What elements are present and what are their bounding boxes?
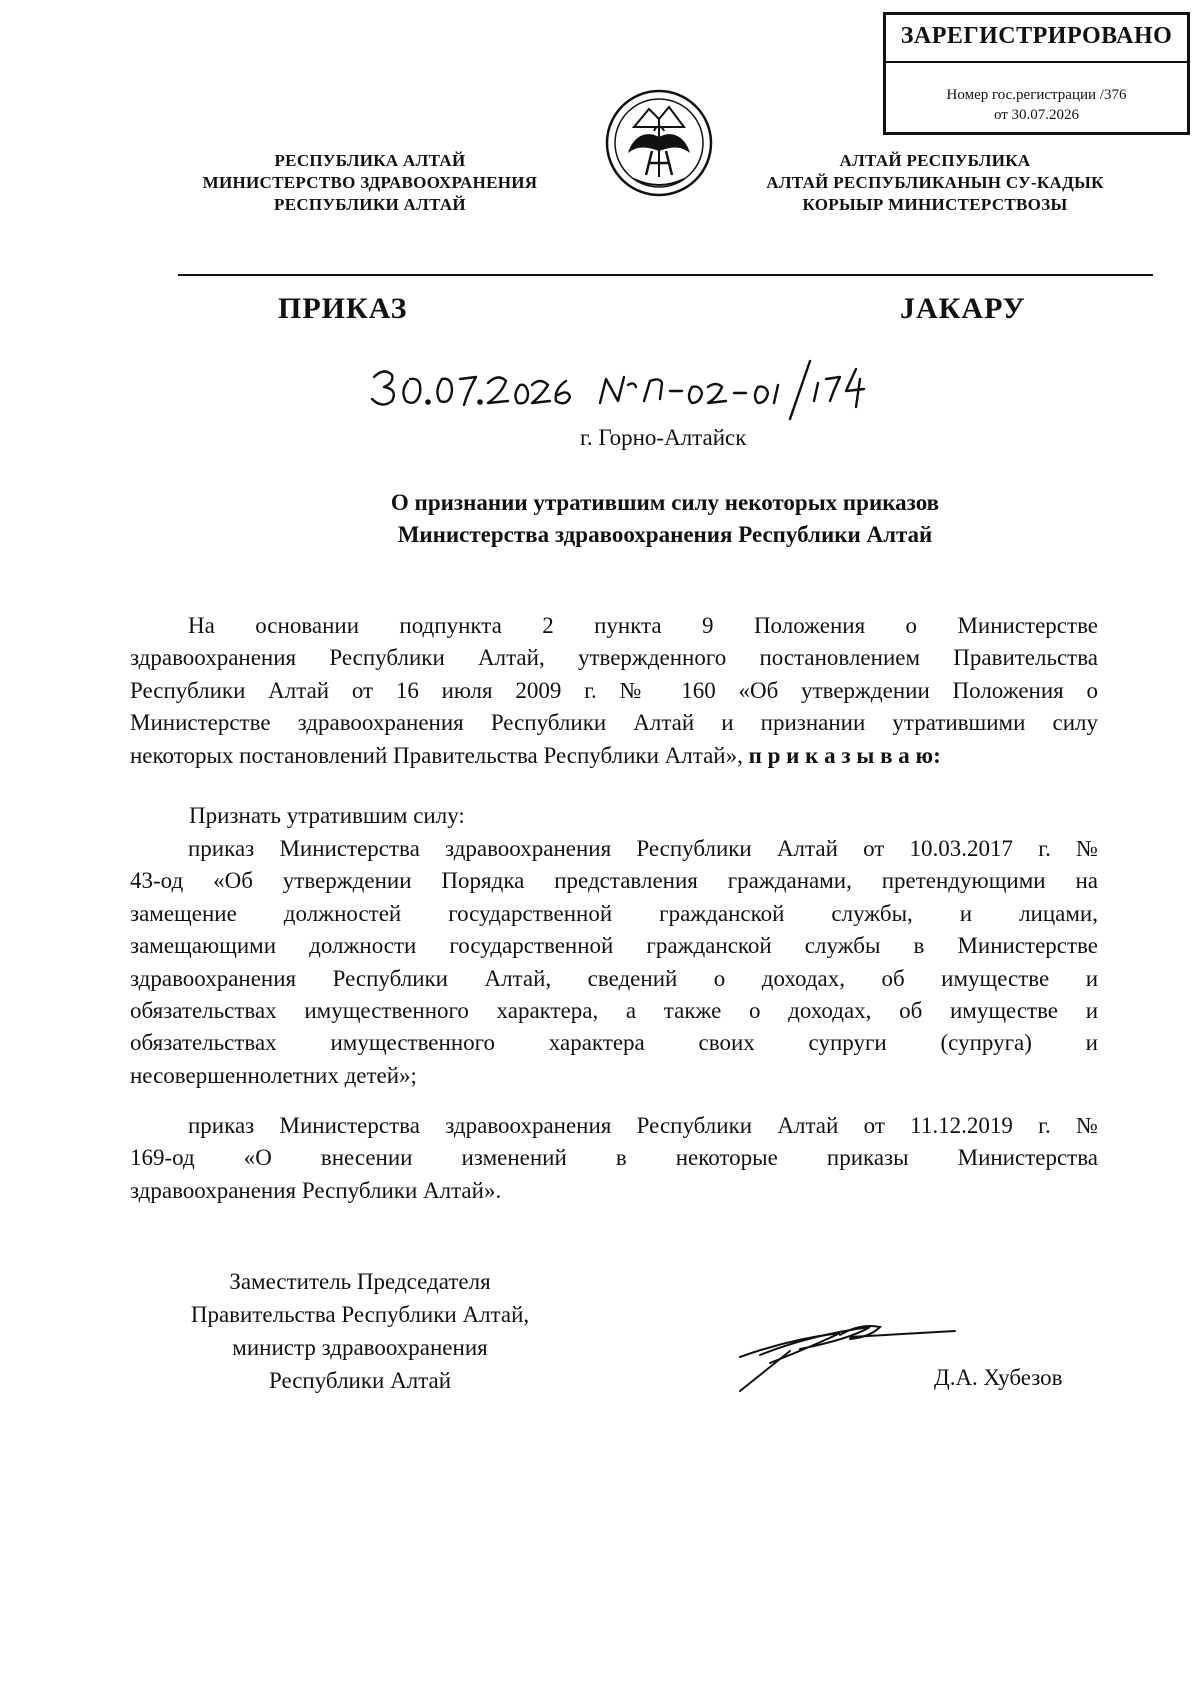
header-right-altai (745, 150, 1125, 216)
header-left-russian (170, 150, 570, 216)
signatory-line: Республики Алтай (268, 1368, 452, 1393)
signatory-line: Правительства Республики Алтай, (190, 1302, 530, 1327)
revoked-order-2 (130, 1110, 1098, 1207)
revoke-intro: Признать утратившим силу: (189, 803, 465, 828)
header-right-line: АЛТАЙ РЕСПУБЛИКАНЫН СУ-КАДЫК (766, 173, 1104, 192)
header-left-line: РЕСПУБЛИКА АЛТАЙ (274, 151, 466, 170)
body-line: 43-од «Об утверждении Порядка представления гражданами, претендующими на (130, 868, 1098, 894)
handwritten-date-number (370, 355, 910, 425)
header-left-line: МИНИСТЕРСТВО ЗДРАВООХРАНЕНИЯ (202, 173, 538, 192)
city: г. Горно-Алтайск (580, 425, 747, 450)
stamp-reg-date: от 30.07.2026 (993, 107, 1080, 123)
body-line: Министерстве здравоохранения Республики Алтай и признании утратившими силу (130, 710, 1098, 736)
body-line: замещающими должности государственной гражданской службы в Министерстве (130, 933, 1098, 959)
body-line: здравоохранения Республики Алтай, утвержденного постановлением Правительства (130, 645, 1098, 671)
body-line: здравоохранения Республики Алтай, сведений о доходах, об имуществе и (130, 965, 1098, 991)
body-line: обязательствах имущественного характера, а также о доходах, об имуществе и (130, 998, 1098, 1024)
document-title-line: Министерства здравоохранения Республики Алтай (397, 522, 933, 547)
registration-stamp (883, 12, 1190, 135)
doc-type-altai: JАКАРУ (900, 292, 1026, 325)
stamp-title: ЗАРЕГИСТРИРОВАНО (900, 23, 1173, 49)
doc-type-russian: ПРИКАЗ (278, 292, 408, 325)
body-line: На основании подпункта 2 пункта 9 Положения о Министерстве (188, 613, 1098, 638)
body-line: 169-од «О внесении изменений в некоторые приказы Министерства (130, 1145, 1098, 1171)
body-line: приказ Министерства здравоохранения Республики Алтай от 11.12.2019 г. № (188, 1113, 1098, 1138)
header-left-line: РЕСПУБЛИКИ АЛТАЙ (274, 195, 466, 214)
body-line: приказ Министерства здравоохранения Республики Алтай от 10.03.2017 г. № (188, 836, 1098, 861)
document-title-line: О признании утратившим силу некоторых приказов (390, 490, 940, 515)
basis-paragraph (130, 610, 1098, 772)
order-keyword: п р и к а з ы в а ю: (748, 742, 941, 768)
header-divider (178, 274, 1153, 276)
revoked-order-1 (130, 833, 1098, 1092)
body-line: Республики Алтай от 16 июля 2009 г. № 160 «Об утверждении Положения о (130, 677, 1098, 703)
signatory-line: Заместитель Председателя (229, 1269, 491, 1294)
stamp-reg-number: Номер гос.регистрации /376 (946, 87, 1127, 103)
body-line: обязательствах имущественного характера своих супруги (супруга) и (130, 1030, 1098, 1056)
body-line: несовершеннолетних детей»; (130, 1062, 417, 1088)
signatory-line: министр здравоохранения (232, 1335, 488, 1360)
signatory-position (160, 1265, 560, 1397)
body-line: здравоохранения Республики Алтай». (130, 1177, 502, 1203)
header-right-line: АЛТАЙ РЕСПУБЛИКА (839, 151, 1031, 170)
handwritten-signature (730, 1305, 960, 1395)
coat-of-arms-emblem-icon (604, 87, 714, 199)
signatory-name: Д.А. Хубезов (934, 1365, 1063, 1390)
body-line: замещение должностей государственной гражданской службы, и лицами, (130, 900, 1098, 926)
body-text: некоторых постановлений Правительства Республики Алтай», (130, 742, 749, 768)
body-line (130, 740, 1098, 772)
stamp-divider (886, 61, 1187, 63)
header-right-line: КОРЫЫР МИНИСТЕРСТВОЗЫ (802, 195, 1068, 214)
